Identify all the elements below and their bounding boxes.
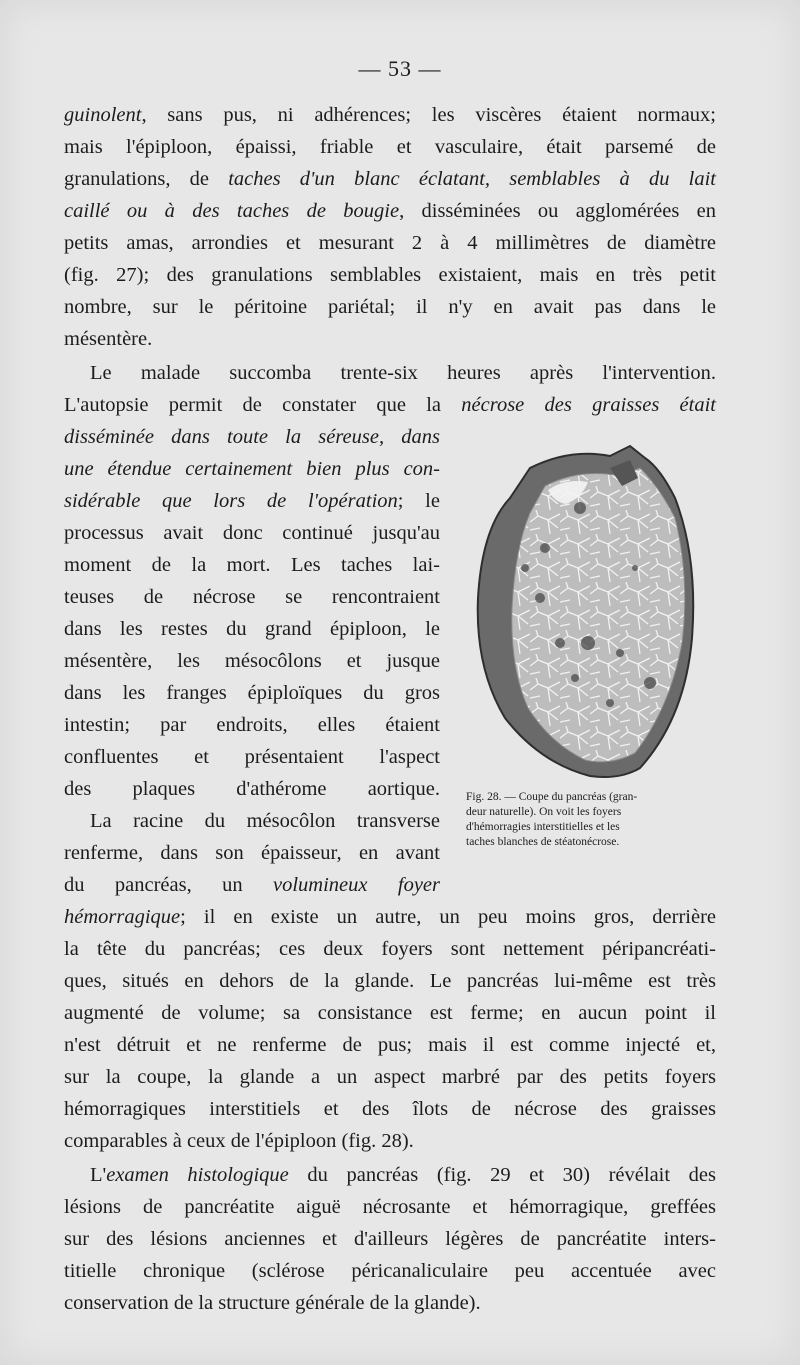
text-line (64, 1192, 716, 1222)
text-line (64, 1062, 716, 1092)
caption-line: d'hémorragies interstitielles et les (466, 821, 620, 833)
italic-text: guinolent (64, 104, 142, 126)
text-span: La racine du mésocôlon transverse (90, 810, 440, 832)
text-span: mésentère. (64, 328, 153, 350)
caption-line: taches blanches de stéatonécrose. (466, 836, 620, 848)
text-line (64, 966, 716, 996)
text-span: titielle chronique (sclérose péricanaliculaire peu accentuée avec (64, 1260, 716, 1282)
text-span: ; il en existe un autre, un peu moins gros, derrière (180, 906, 716, 928)
text-span: confluentes et présentaient l'aspect (64, 746, 440, 768)
text-span: sur la coupe, la glande a un aspect marbré par des petits foyers (64, 1066, 716, 1088)
text-span: conservation de la structure générale de la glande). (64, 1292, 481, 1314)
text-span: moment de la mort. Les taches lai- (64, 554, 440, 576)
text-line (64, 646, 440, 676)
text-line (64, 324, 716, 354)
text-span: hémorragiques interstitiels et des îlots de nécrose des graisses (64, 1098, 716, 1120)
text-line (64, 870, 440, 900)
text-line (64, 902, 716, 932)
text-span: dans les restes du grand épiploon, le (64, 618, 440, 640)
text-span: renferme, dans son épaisseur, en avant (64, 842, 440, 864)
text-line (64, 358, 716, 388)
text-span: granulations, de (64, 168, 229, 190)
italic-text: examen histologique (106, 1164, 289, 1186)
text-line (64, 422, 440, 452)
text-span: , sans pus, ni adhérences; les viscères étaient normaux; (141, 104, 716, 126)
italic-text: une étendue certainement bien plus con- (64, 458, 440, 480)
text-line (64, 998, 716, 1028)
text-line (64, 806, 440, 836)
text-span: des plaques d'athérome aortique. (64, 778, 440, 800)
text-span: intestin; par endroits, elles étaient (64, 714, 440, 736)
text-line (64, 550, 440, 580)
text-line (64, 1094, 716, 1124)
text-span: mésentère, les mésocôlons et jusque (64, 650, 440, 672)
text-line (64, 582, 440, 612)
text-line (64, 100, 716, 130)
text-line (64, 390, 716, 420)
text-span: la tête du pancréas; ces deux foyers sont nettement péripancréati- (64, 938, 716, 960)
text-line (64, 132, 716, 162)
text-span: teuses de nécrose se rencontraient (64, 586, 440, 608)
figure-caption (466, 790, 718, 850)
text-line (64, 774, 440, 804)
text-line (64, 1030, 716, 1060)
text-line (64, 838, 440, 868)
text-line (64, 1224, 716, 1254)
text-span: ; le (397, 490, 440, 512)
text-span: du pancréas (fig. 29 et 30) révélait des (288, 1164, 716, 1186)
pancreas-section-figure (470, 438, 700, 783)
text-line (64, 678, 440, 708)
text-span: nombre, sur le péritoine pariétal; il n'y en avait pas dans le (64, 296, 716, 318)
text-line (64, 742, 440, 772)
text-line (64, 1160, 716, 1190)
text-line (64, 260, 716, 290)
text-line (64, 1126, 716, 1156)
text-span: n'est détruit et ne renferme de pus; mais il est comme injecté et, (64, 1034, 716, 1056)
caption-line: deur naturelle). On voit les foyers (466, 806, 622, 818)
text-line (64, 454, 440, 484)
text-span: du pancréas, un (64, 874, 273, 896)
text-span: augmenté de volume; sa consistance est ferme; en aucun point il (64, 1002, 716, 1024)
text-line (64, 164, 716, 194)
italic-text: nécrose des graisses était (461, 394, 716, 416)
text-line (64, 1256, 716, 1286)
italic-text: caillé ou à des taches de bougie (64, 200, 400, 222)
text-span: (fig. 27); des granulations semblables existaient, mais en très petit (64, 264, 716, 286)
italic-text: volumineux foyer (273, 874, 440, 896)
text-line (64, 934, 716, 964)
page-number: — 53 — (358, 56, 442, 81)
text-span: comparables à ceux de l'épiploon (fig. 28). (64, 1130, 414, 1152)
text-line (64, 196, 716, 226)
text-span: L'autopsie permit de constater que la (64, 394, 462, 416)
text-line (64, 710, 440, 740)
text-span: lésions de pancréatite aiguë nécrosante et hémorragique, greffées (64, 1196, 716, 1218)
text-line (64, 1288, 716, 1318)
text-line (64, 228, 716, 258)
text-span: processus avait donc continué jusqu'au (64, 522, 440, 544)
italic-text: sidérable que lors de l'opération (64, 490, 398, 512)
text-line (64, 486, 440, 516)
text-line (64, 518, 440, 548)
italic-text: disséminée dans toute la séreuse, dans (64, 426, 440, 448)
italic-text: hémorragique (64, 906, 181, 928)
text-span: , disséminées ou agglomérées en (399, 200, 716, 222)
text-span: Le malade succomba trente-six heures après l'intervention. (90, 362, 716, 384)
text-span: mais l'épiploon, épaissi, friable et vasculaire, était parsemé de (64, 136, 716, 158)
text-span: L' (90, 1164, 107, 1186)
caption-line: Fig. 28. — Coupe du pancréas (gran- (466, 791, 638, 803)
text-span: sur des lésions anciennes et d'ailleurs légères de pancréatite inters- (64, 1228, 716, 1250)
text-line (64, 292, 716, 322)
text-span: dans les franges épiploïques du gros (64, 682, 440, 704)
text-line (64, 614, 440, 644)
text-span: petits amas, arrondies et mesurant 2 à 4 millimètres de diamètre (64, 232, 716, 254)
italic-text: taches d'un blanc éclatant, semblables à du lait (228, 168, 716, 190)
text-span: ques, situés en dehors de la glande. Le pancréas lui-même est très (64, 970, 716, 992)
